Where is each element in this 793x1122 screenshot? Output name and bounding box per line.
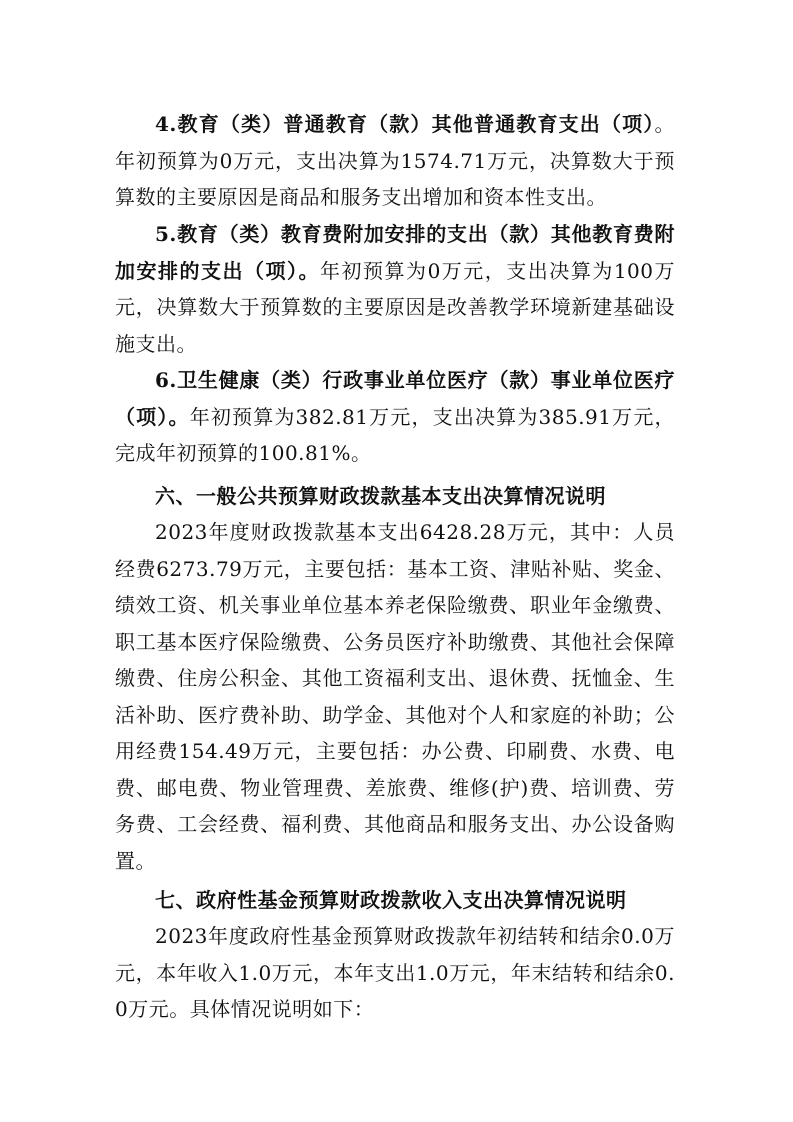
item-4-paragraph bbox=[115, 106, 675, 216]
item-5-paragraph bbox=[115, 216, 675, 362]
item-6-body: 年初预算为382.81万元，支出决算为385.91万元，完成年初预算的100.81%。 bbox=[115, 404, 676, 465]
item-4-body: 。年初预算为0万元，支出决算为1574.71万元，决算数大于预算数的主要原因是商品和服务支出增加和资本性支出。 bbox=[115, 112, 675, 209]
item-6-title: 6.卫生健康（类）行政事业单位医疗（款）事业单位医疗（项）。 bbox=[115, 368, 675, 429]
section-6-body: 2023年度财政拨款基本支出6428.28万元，其中：人员经费6273.79万元，主要包括：基本工资、津贴补贴、奖金、绩效工资、机关事业单位基本养老保险缴费、职业年金缴费、职工基本医疗保险缴费、公务员医疗补助缴费、其他社会保障缴费、住房公积金、其他工资福利支出、退休费、抚恤金、生活补助、医疗费补助、助学金、其他对个人和家庭的补助；公用经费154.49万元，主要包括：办公费、印刷费、水费、电费、邮电费、物业管理费、差旅费、维修(护)费、培训费、劳务费、工会经费、福利费、其他商品和服务支出、办公设备购置。 bbox=[115, 520, 675, 873]
section-7-body: 2023年度政府性基金预算财政拨款年初结转和结余0.0万元，本年收入1.0万元，本年支出1.0万元，年末结转和结余0.0万元。具体情况说明如下： bbox=[115, 924, 675, 1021]
item-6-paragraph bbox=[115, 362, 675, 472]
section-6-heading: 六、一般公共预算财政拨款基本支出决算情况说明 bbox=[155, 484, 606, 508]
item-4-title: 4.教育（类）普通教育（款）其他普通教育支出（项） bbox=[155, 112, 655, 136]
section-7-heading: 七、政府性基金预算财政拨款收入支出决算情况说明 bbox=[155, 888, 627, 912]
item-5-title: 5.教育（类）教育费附加安排的支出（款）其他教育费附加安排的支出（项）。 bbox=[115, 222, 675, 283]
item-5-body: 年初预算为0万元，支出决算为100万元，决算数大于预算数的主要原因是改善教学环境新建基础设施支出。 bbox=[115, 258, 676, 356]
